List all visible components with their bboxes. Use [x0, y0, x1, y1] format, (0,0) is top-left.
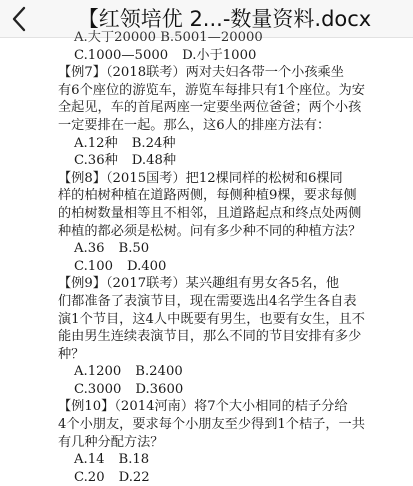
chevron-left-icon	[11, 6, 27, 32]
question-text-line: 种？	[58, 346, 85, 362]
option-d: D.48种	[131, 153, 177, 169]
option-c: C.100	[74, 258, 113, 274]
option-row	[58, 152, 398, 170]
question-text-line: 的柏树数量相等且不相邻，且道路起点和终点处两侧	[58, 205, 362, 221]
option-a: A.14	[74, 452, 105, 468]
option-c: C.36种	[74, 153, 118, 169]
option-row	[58, 240, 398, 258]
question-9	[58, 275, 398, 398]
option-d: D.小于1000	[182, 47, 257, 63]
option-row	[58, 381, 398, 399]
option-d: D.22	[118, 469, 150, 485]
option-b: B.24种	[131, 135, 176, 151]
question-text-line: 【例8】（2015国考）把12棵同样的松树和6棵同	[58, 170, 343, 186]
document-title: 【红领培优 2...-数量资料.docx	[77, 7, 372, 31]
question-text-line: 有几种分配方法？	[58, 434, 164, 450]
option-d: D.3600	[135, 381, 184, 397]
option-c: C.1000—5000	[74, 47, 169, 63]
question-10	[58, 398, 398, 486]
option-row	[58, 135, 398, 153]
option-a: A.1200	[74, 364, 122, 380]
question-text-line: 演1个节目，这4人中既要有男生，也要有女生，且不	[58, 311, 365, 327]
option-row	[58, 469, 398, 486]
question-text-line: 能由男生连续表演节目，那么不同的节目安排有多少	[58, 329, 362, 345]
question-text-line: 有6个座位的游览车，游览车每排只有1个座位。为安	[58, 82, 365, 98]
question-text-line: 【例10】（2014河南）将7个大小相同的桔子分给	[58, 399, 348, 415]
question-8	[58, 170, 398, 276]
option-row	[58, 47, 398, 65]
option-a: A.36	[74, 241, 105, 257]
question-text-line: 全起见，车的首尾两座一定要坐两位爸爸；两个小孩	[58, 100, 362, 116]
question-text-line: 4个小朋友，要求每个小朋友至少得到1个桔子，一共	[58, 417, 365, 433]
question-text-line: 【例7】（2018联考）两对夫妇各带一个小孩乘坐	[58, 65, 344, 81]
option-b: B.18	[118, 452, 150, 468]
question-text-line: 【例9】（2017联考）某兴趣组有男女各5名，他	[58, 276, 340, 292]
document-viewer[interactable]	[0, 30, 413, 485]
document-content	[58, 29, 398, 486]
option-row	[58, 451, 398, 469]
option-b: B.50	[118, 241, 150, 257]
option-row	[58, 258, 398, 276]
back-button[interactable]	[4, 3, 34, 35]
question-text-line: 们都准备了表演节目，现在需要选出4名学生各自表	[58, 293, 357, 309]
question-text-line: 样的柏树种植在道路两侧，每侧种植9棵，要求每侧	[58, 188, 357, 204]
option-c: C.20	[74, 469, 105, 485]
option-b: B.2400	[135, 364, 183, 380]
question-text-line: 种植的都必须是松树。问有多少种不同的种植方法？	[58, 223, 362, 239]
option-c: C.3000	[74, 381, 122, 397]
option-row	[58, 363, 398, 381]
option-a: A.12种	[74, 135, 118, 151]
option-d: D.400	[126, 258, 167, 274]
question-7	[58, 64, 398, 170]
partial-options-line: A.大丁20000 B.5001—20000	[74, 30, 263, 45]
question-text-line: 一定要排在一起。那么，这6人的排座方法有：	[58, 117, 331, 133]
